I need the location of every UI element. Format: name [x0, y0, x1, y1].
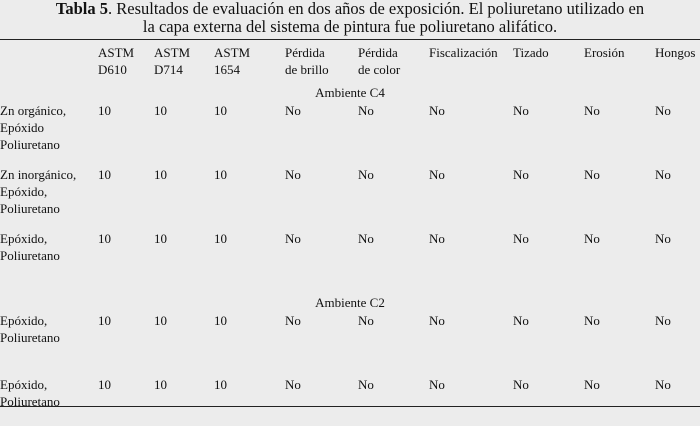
system-text: Epóxido, — [0, 231, 48, 246]
system-text: Epóxido — [0, 120, 45, 135]
value-cell: No — [584, 377, 600, 392]
system-cell — [0, 376, 98, 426]
caption-text-1: . Resultados de evaluación en dos años de exposición. El poliuretano utilizado en — [108, 0, 645, 18]
value-cell: No — [655, 103, 671, 118]
value-cell: 10 — [98, 231, 111, 246]
header-text: Pérdida — [358, 45, 398, 60]
bottom-rule — [0, 406, 700, 407]
header-text: ASTM — [154, 45, 191, 60]
header-text: D610 — [98, 62, 127, 77]
caption-line-2: la capa externa del sistema de pintura fue poliuretano alifático. — [142, 17, 558, 36]
column-header — [655, 44, 700, 84]
header-text: Erosión — [584, 45, 625, 60]
header-text: de brillo — [285, 62, 329, 77]
value-cell: 10 — [214, 103, 227, 118]
value-cell: No — [429, 103, 445, 118]
column-header — [214, 44, 285, 84]
value-cell: 10 — [214, 313, 227, 328]
column-header — [0, 44, 98, 84]
group-row — [0, 84, 700, 102]
header-text: de color — [358, 62, 401, 77]
column-header — [285, 44, 358, 84]
value-cell: 10 — [154, 313, 167, 328]
value-cell: No — [655, 167, 671, 182]
system-text: Poliuretano — [0, 248, 60, 263]
value-cell: No — [285, 313, 301, 328]
value-cell: No — [429, 313, 445, 328]
header-row — [0, 44, 700, 84]
value-cell: No — [429, 231, 445, 246]
environment-label: Ambiente C4 — [315, 85, 385, 100]
table-row — [0, 312, 700, 376]
value-cell: No — [285, 103, 301, 118]
system-text: Zn inorgánico, — [0, 167, 77, 182]
value-cell: No — [655, 231, 671, 246]
table-row — [0, 376, 700, 426]
value-cell: No — [655, 313, 671, 328]
system-text: Poliuretano — [0, 137, 60, 152]
value-cell: 10 — [154, 231, 167, 246]
value-cell: No — [358, 313, 374, 328]
caption-label: Tabla 5 — [55, 0, 108, 18]
top-rule — [0, 39, 700, 40]
value-cell: No — [285, 231, 301, 246]
value-cell: No — [358, 103, 374, 118]
system-text: Epóxido, — [0, 377, 48, 392]
header-text: Fiscalización — [429, 45, 498, 60]
header-text: ASTM — [98, 45, 135, 60]
value-cell: No — [584, 167, 600, 182]
system-text: Zn orgánico, — [0, 103, 67, 118]
value-cell: No — [285, 167, 301, 182]
header-text: D714 — [154, 62, 183, 77]
system-cell — [0, 230, 98, 294]
system-text: Poliuretano — [0, 201, 60, 216]
table-caption — [0, 0, 700, 36]
value-cell: No — [513, 103, 529, 118]
system-cell — [0, 102, 98, 166]
value-cell: 10 — [214, 231, 227, 246]
system-text: Poliuretano — [0, 330, 60, 345]
table-row — [0, 230, 700, 294]
system-text: Poliuretano — [0, 394, 60, 409]
value-cell: 10 — [214, 377, 227, 392]
value-cell: 10 — [154, 167, 167, 182]
column-header — [358, 44, 429, 84]
header-text: Hongos — [655, 45, 696, 60]
value-cell: No — [513, 167, 529, 182]
table-row — [0, 166, 700, 230]
value-cell: 10 — [98, 377, 111, 392]
value-cell: 10 — [214, 167, 227, 182]
value-cell: No — [429, 167, 445, 182]
results-table — [0, 44, 700, 426]
value-cell: 10 — [98, 313, 111, 328]
value-cell: No — [513, 313, 529, 328]
value-cell: 10 — [98, 167, 111, 182]
system-cell — [0, 312, 98, 376]
system-text: Epóxido, — [0, 313, 48, 328]
value-cell: No — [655, 377, 671, 392]
value-cell: No — [429, 377, 445, 392]
value-cell: No — [513, 231, 529, 246]
value-cell: No — [285, 377, 301, 392]
value-cell: No — [584, 313, 600, 328]
environment-label: Ambiente C2 — [315, 295, 385, 310]
value-cell: No — [513, 377, 529, 392]
column-header — [154, 44, 214, 84]
value-cell: No — [358, 167, 374, 182]
header-text: ASTM — [214, 45, 251, 60]
table-row — [0, 102, 700, 166]
header-text: 1654 — [214, 62, 240, 77]
system-text: Epóxido, — [0, 184, 48, 199]
column-header — [429, 44, 513, 84]
group-row — [0, 294, 700, 312]
value-cell: No — [358, 377, 374, 392]
value-cell: 10 — [154, 377, 167, 392]
value-cell: No — [584, 231, 600, 246]
value-cell: 10 — [154, 103, 167, 118]
caption-line-1 — [0, 0, 700, 18]
column-header — [584, 44, 655, 84]
system-cell — [0, 166, 98, 230]
value-cell: No — [584, 103, 600, 118]
value-cell: No — [358, 231, 374, 246]
value-cell: 10 — [98, 103, 111, 118]
header-text: Pérdida — [285, 45, 325, 60]
header-text: Tizado — [513, 45, 549, 60]
column-header — [513, 44, 584, 84]
column-header — [98, 44, 154, 84]
